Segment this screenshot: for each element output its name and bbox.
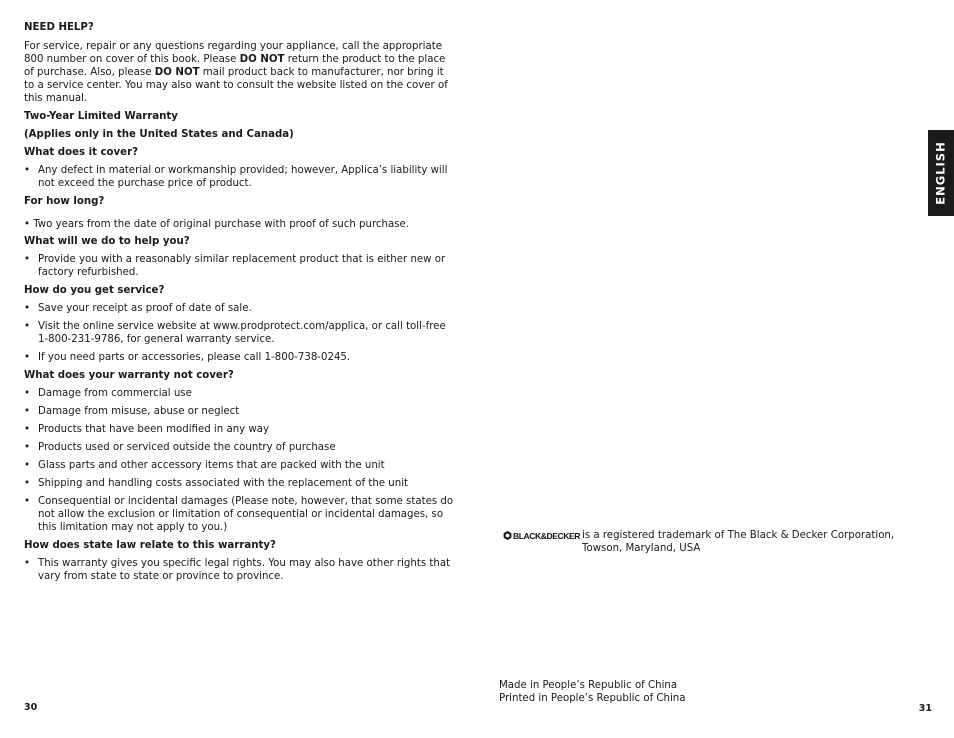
page-number-left: 30 (24, 702, 38, 713)
help-heading: What will we do to help you? (24, 236, 190, 248)
brand-logo (503, 530, 580, 541)
how-long-heading: For how long? (24, 196, 105, 207)
brand-logo-text: BLACK&DECKER (513, 530, 580, 541)
list-item: • Glass parts and other accessory items that are packed with the unit (24, 460, 385, 472)
list-item: • Save your receipt as proof of date of sale. (24, 303, 252, 315)
list-item: • Any defect in material or workmanship provided; however, Applica’s liability will not exceed the purchase price of product. (24, 165, 448, 189)
need-help-intro: For service, repair or any questions regarding your appliance, call the appropriate 800 number on cover of this book. Please DO NOT return the product to the place of purchase. Also, please DO NOT mail product back to manufacturer, nor bring it to a service center. You may also want to consult the website listed on the cover of this manual. (24, 41, 448, 104)
list-item: • Damage from misuse, abuse or neglect (24, 406, 240, 418)
list-item: • Provide you with a reasonably similar replacement product that is either new or factory refurbished. (24, 254, 446, 279)
list-item: • Products that have been modified in any way (24, 424, 270, 436)
list-item: • Visit the online service website at www.prodprotect.com/applica, or call toll-free 1-800-231-9786, for general warranty service. (24, 321, 446, 346)
need-help-heading: NEED HELP? (24, 22, 94, 33)
trademark-text (582, 530, 894, 555)
list-item: • This warranty gives you specific legal rights. You may also have other rights that vary from state to state or province to province. (24, 558, 451, 583)
trademark-line-1: is a registered trademark of The Black & Decker Corporation, (581, 530, 895, 541)
state-law-heading: How does state law relate to this warranty? (24, 540, 276, 552)
warranty-scope: (Applies only in the United States and Canada) (24, 129, 294, 140)
list-item: • If you need parts or accessories, please call 1-800-738-0245. (24, 352, 351, 364)
language-tab (928, 130, 954, 216)
language-tab-label: ENGLISH (934, 141, 948, 205)
hexagon-logo-icon (503, 531, 512, 540)
printed-in-text: Printed in People’s Republic of China (499, 692, 686, 704)
list-item: • Shipping and handling costs associated with the replacement of the unit (24, 478, 409, 490)
origin-notice (499, 680, 686, 705)
how-long-text: • Two years from the date of original purchase with proof of such purchase. (24, 219, 410, 231)
service-heading: How do you get service? (24, 285, 165, 297)
cover-heading: What does it cover? (24, 147, 139, 158)
trademark-notice (503, 530, 894, 555)
list-item: • Consequential or incidental damages (Please note, however, that some states do not allow the exclusion or limitation of consequential or incidental damages, so this limitation may not apply to you.) (24, 496, 454, 534)
warranty-page (24, 21, 454, 588)
not-cover-heading: What does your warranty not cover? (24, 370, 234, 382)
page-number-right: 31 (918, 703, 932, 714)
list-item: • Products used or serviced outside the country of purchase (24, 442, 336, 454)
made-in-text: Made in People’s Republic of China (499, 680, 678, 691)
warranty-title: Two-Year Limited Warranty (24, 111, 178, 122)
list-item: • Damage from commercial use (24, 388, 192, 400)
trademark-line-2: Towson, Maryland, USA (581, 542, 701, 554)
